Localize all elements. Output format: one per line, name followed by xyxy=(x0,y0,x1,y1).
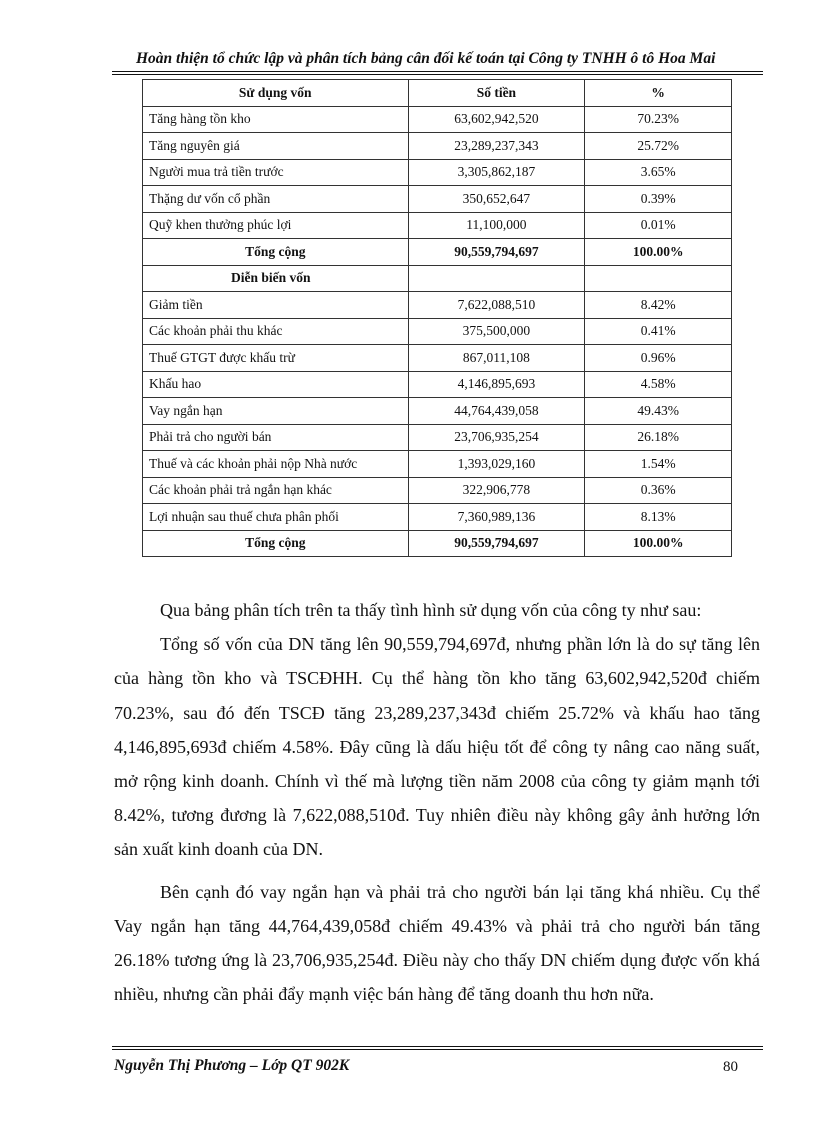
footer-divider xyxy=(112,1046,763,1047)
column-header-amount: Số tiền xyxy=(408,80,585,107)
row-label: Giảm tiền xyxy=(143,292,409,319)
footer-divider-thin xyxy=(112,1049,763,1050)
sources-heading: Diễn biến vốn xyxy=(143,265,409,292)
paragraph-capital-growth: Tổng số vốn của DN tăng lên 90,559,794,697đ, nhưng phần lớn là do sự tăng lên của hàng tồn kho và TSCĐHH. Cụ thể hàng tồn kho tăng 63,602,942,520đ chiếm 70.23%, sau đó đến TSCĐ tăng 23,289,237,343đ chiếm 25.72% và khấu hao tăng 4,146,895,693đ chiếm 4.58%. Đây cũng là dấu hiệu tốt để công ty nâng cao năng suất, mở rộng kinh doanh. Chính vì thế mà lượng tiền năm 2008 của công ty giảm mạnh tới 8.42%, tương đương là 7,622,088,510đ. Tuy nhiên điều này không gây ảnh hưởng lớn sản xuất kinh doanh của DN. xyxy=(114,634,760,860)
row-label: Thặng dư vốn cổ phần xyxy=(143,186,409,213)
row-amount: 1,393,029,160 xyxy=(408,451,585,478)
total-percent: 100.00% xyxy=(585,239,732,266)
row-label: Tăng hàng tồn kho xyxy=(143,106,409,133)
analysis-text xyxy=(114,593,760,1011)
total-amount: 90,559,794,697 xyxy=(408,239,585,266)
total-label: Tổng cộng xyxy=(143,239,409,266)
row-percent: 0.39% xyxy=(585,186,732,213)
page-number: 80 xyxy=(723,1059,738,1075)
page-header-title: Hoàn thiện tổ chức lập và phân tích bảng cân đối kế toán tại Công ty TNHH ô tô Hoa Mai xyxy=(136,50,716,67)
paragraph-intro: Qua bảng phân tích trên ta thấy tình hình sử dụng vốn của công ty như sau: xyxy=(160,600,702,620)
column-header-uses: Sử dụng vốn xyxy=(143,80,409,107)
table-row xyxy=(143,318,732,345)
row-amount: 375,500,000 xyxy=(408,318,585,345)
row-label: Vay ngắn hạn xyxy=(143,398,409,425)
table-row xyxy=(143,398,732,425)
row-amount: 867,011,108 xyxy=(408,345,585,372)
row-amount: 44,764,439,058 xyxy=(408,398,585,425)
footer-author: Nguyễn Thị Phương – Lớp QT 902K xyxy=(114,1057,350,1074)
total-percent: 100.00% xyxy=(585,530,732,557)
column-header-percent: % xyxy=(585,80,732,107)
table-row xyxy=(143,345,732,372)
sources-heading-row xyxy=(143,265,732,292)
row-amount: 322,906,778 xyxy=(408,477,585,504)
row-amount: 63,602,942,520 xyxy=(408,106,585,133)
row-percent: 1.54% xyxy=(585,451,732,478)
row-label: Các khoản phải thu khác xyxy=(143,318,409,345)
table-row xyxy=(143,424,732,451)
row-percent: 0.96% xyxy=(585,345,732,372)
row-percent: 0.01% xyxy=(585,212,732,239)
header-divider-thin xyxy=(112,74,763,75)
header-divider xyxy=(112,71,763,72)
paragraph-borrowing: Bên cạnh đó vay ngắn hạn và phải trả cho người bán lại tăng khá nhiều. Cụ thể Vay ngắn hạn tăng 44,764,439,058đ chiếm 49.43% và phải trả cho người bán tăng 26.18% tương ứng là 23,706,935,254đ. Điều này cho thấy DN chiếm dụng được vốn khá nhiều, nhưng cần phải đẩy mạnh việc bán hàng để tăng doanh thu hơn nữa. xyxy=(114,881,760,1005)
row-percent: 8.42% xyxy=(585,292,732,319)
row-amount: 350,652,647 xyxy=(408,186,585,213)
table-row xyxy=(143,106,732,133)
sources-total-row xyxy=(143,530,732,557)
table-row xyxy=(143,186,732,213)
uses-total-row xyxy=(143,239,732,266)
table-header-row xyxy=(143,80,732,107)
table-row xyxy=(143,159,732,186)
row-label: Quỹ khen thưởng phúc lợi xyxy=(143,212,409,239)
row-percent: 26.18% xyxy=(585,424,732,451)
row-amount: 4,146,895,693 xyxy=(408,371,585,398)
row-label: Phải trả cho người bán xyxy=(143,424,409,451)
row-label: Người mua trả tiền trước xyxy=(143,159,409,186)
total-label: Tổng cộng xyxy=(143,530,409,557)
row-label: Tăng nguyên giá xyxy=(143,133,409,160)
row-percent: 49.43% xyxy=(585,398,732,425)
row-label: Khấu hao xyxy=(143,371,409,398)
table-row xyxy=(143,504,732,531)
table-row xyxy=(143,292,732,319)
row-amount: 11,100,000 xyxy=(408,212,585,239)
table-row xyxy=(143,451,732,478)
row-percent: 0.41% xyxy=(585,318,732,345)
table-row xyxy=(143,133,732,160)
row-label: Các khoản phải trả ngắn hạn khác xyxy=(143,477,409,504)
table-row xyxy=(143,477,732,504)
row-percent: 70.23% xyxy=(585,106,732,133)
row-amount: 7,622,088,510 xyxy=(408,292,585,319)
fund-usage-table xyxy=(142,79,732,557)
row-amount: 23,706,935,254 xyxy=(408,424,585,451)
row-percent: 8.13% xyxy=(585,504,732,531)
row-amount: 7,360,989,136 xyxy=(408,504,585,531)
row-amount: 23,289,237,343 xyxy=(408,133,585,160)
row-percent: 0.36% xyxy=(585,477,732,504)
row-label: Thuế và các khoản phải nộp Nhà nước xyxy=(143,451,409,478)
row-label: Thuế GTGT được khấu trừ xyxy=(143,345,409,372)
total-amount: 90,559,794,697 xyxy=(408,530,585,557)
table-row xyxy=(143,371,732,398)
row-amount: 3,305,862,187 xyxy=(408,159,585,186)
table-row xyxy=(143,212,732,239)
row-label: Lợi nhuận sau thuế chưa phân phối xyxy=(143,504,409,531)
row-percent: 3.65% xyxy=(585,159,732,186)
row-percent: 25.72% xyxy=(585,133,732,160)
row-percent: 4.58% xyxy=(585,371,732,398)
